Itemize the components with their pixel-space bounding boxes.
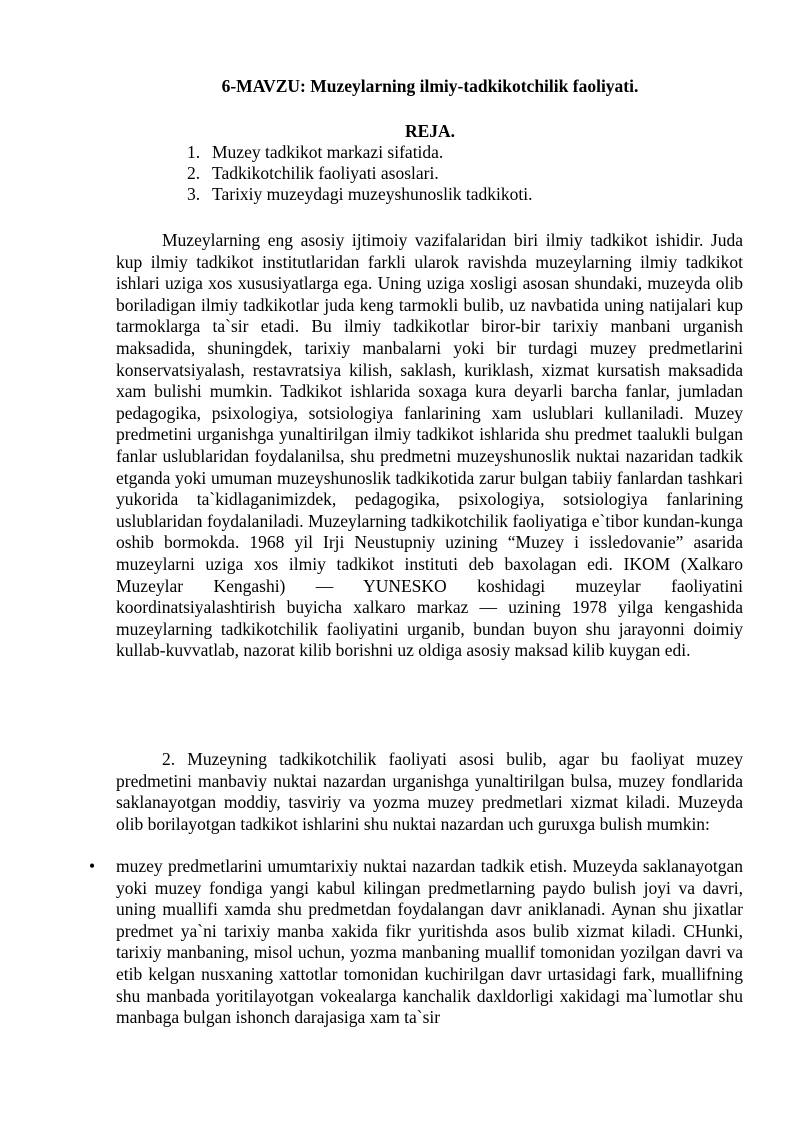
bullet-item-1: muzey predmetlarini umumtarixiy nuktai nazardan tadkik etish. Muzeyda saklanayotgan yoki muzey fondiga yangi kabul kilingan predmetlarning paydo bulish joyi va davri, uning muallifi xamda shu predmetdan foydalangan davr aniklanadi. Aynan shu jixatlar predmet ya`ni tarixiy manba xakida fikr yuritishda asos bulib xizmat kiladi. CHunki, tarixiy manbaning, misol uchun, yozma manbaning muallif tomonidan yozilgan davri va etib kelgan nusxaning xattotlar tomonidan kuchirilgan davr urtasidagi fark, muallifning shu manbada yoritilayotgan vokealarga kanchalik daxldorligi xakidagi ma`lumotlar shu manbaga bulgan ishonch darajasiga xam ta`sir xyxy=(116,856,743,1028)
plan-item-text: Muzey tadkikot markazi sifatida. xyxy=(212,142,444,162)
plan-item-number: 3. xyxy=(187,184,201,204)
body-paragraph-1: Muzeylarning eng asosiy ijtimoiy vazifalaridan biri ilmiy tadkikot ishidir. Juda kup ilmiy tadkikot institutlaridan farkli ularok ravishda muzeylarning ilmiy tadkikot ishlari uziga xos xususiyatlarga ega. Uning uziga xosligi asosan shundaki, muzeyda olib boriladigan ilmiy tadkikotlar juda keng tarmokli bulib, uz navbatida uning natijalari kup tarmoklarga ta`sir etadi. Bu ilmiy tadkikotlar biror-bir tarixiy manbani urganish maksadida, shuningdek, tarixiy manbalarni yoki bir turdagi muzey predmetlarini konservatsiyalash, restavratsiya kilish, saklash, kuriklash, xizmat kursatish maksadida xam bulishi mumkin. Tadkikot ishlarida soxaga kura deyarli barcha fanlar, jumladan pedagogika, psixologiya, sotsiologiya fanlarining xam uslublari kullaniladi. Muzey predmetini urganishga yunaltirilgan ilmiy tadkikot ishlarida shu predmet taalukli bulgan fanlar uslublaridan foydalanilsa, shu predmetni muzeyshunoslik nuktai nazaridan tadkik etganda yoki umuman muzeyshunoslik tadkikotida zarur bulgan tabiiy fanlardan tashkari yukorida ta`kidlaganimizdek, pedagogika, psixologiya, sotsiologiya fanlarining uslublaridan foydalaniladi. Muzeylarning tadkikotchilik faoliyatiga e`tibor kundan-kunga oshib bormokda. 1968 yil Irji Neustupniy uzining “Muzey i issledovanie” asarida muzeylarni uziga xos ilmiy tadkikot instituti deb baxolagan edi. IKOM (Xalkaro Muzeylar Kengashi) — YUNESKO koshidagi muzeylar faoliyatini koordinatsiyalashtirish buyicha xalkaro markaz — uzining 1978 yilga kengashida muzeylarning tadkikotchilik faoliyatini urganib, bundan buyon shu jarayonni doimiy kullab-kuvvatlab, nazorat kilib borishni uz oldiga asosiy maksad kilib kuygan edi. xyxy=(116,230,743,661)
body-paragraph-2: 2. Muzeyning tadkikotchilik faoliyati asosi bulib, agar bu faoliyat muzey predmetini manbaviy nuktai nazardan urganishga yunaltirilgan bulsa, muzey fondlarida saklanayotgan moddiy, tasviriy va yozma muzey predmetlari xizmat kiladi. Muzeyda olib borilayotgan tadkikot ishlarini shu nuktai nazardan uch guruxga bulish mumkin: xyxy=(116,749,743,834)
plan-heading: REJA. xyxy=(404,121,456,141)
plan-item xyxy=(187,184,533,205)
document-title: 6-MAVZU: Muzeylarning ilmiy-tadkikotchilik faoliyati. xyxy=(221,76,639,96)
plan-item xyxy=(187,163,533,184)
plan-item-text: Tarixiy muzeydagi muzeyshunoslik tadkikoti. xyxy=(212,184,533,204)
plan-item xyxy=(187,142,533,163)
plan-list xyxy=(187,142,533,205)
bullet-marker: • xyxy=(89,856,96,876)
plan-item-text: Tadkikotchilik faoliyati asoslari. xyxy=(212,163,439,183)
plan-item-number: 2. xyxy=(187,163,201,183)
plan-item-number: 1. xyxy=(187,142,201,162)
